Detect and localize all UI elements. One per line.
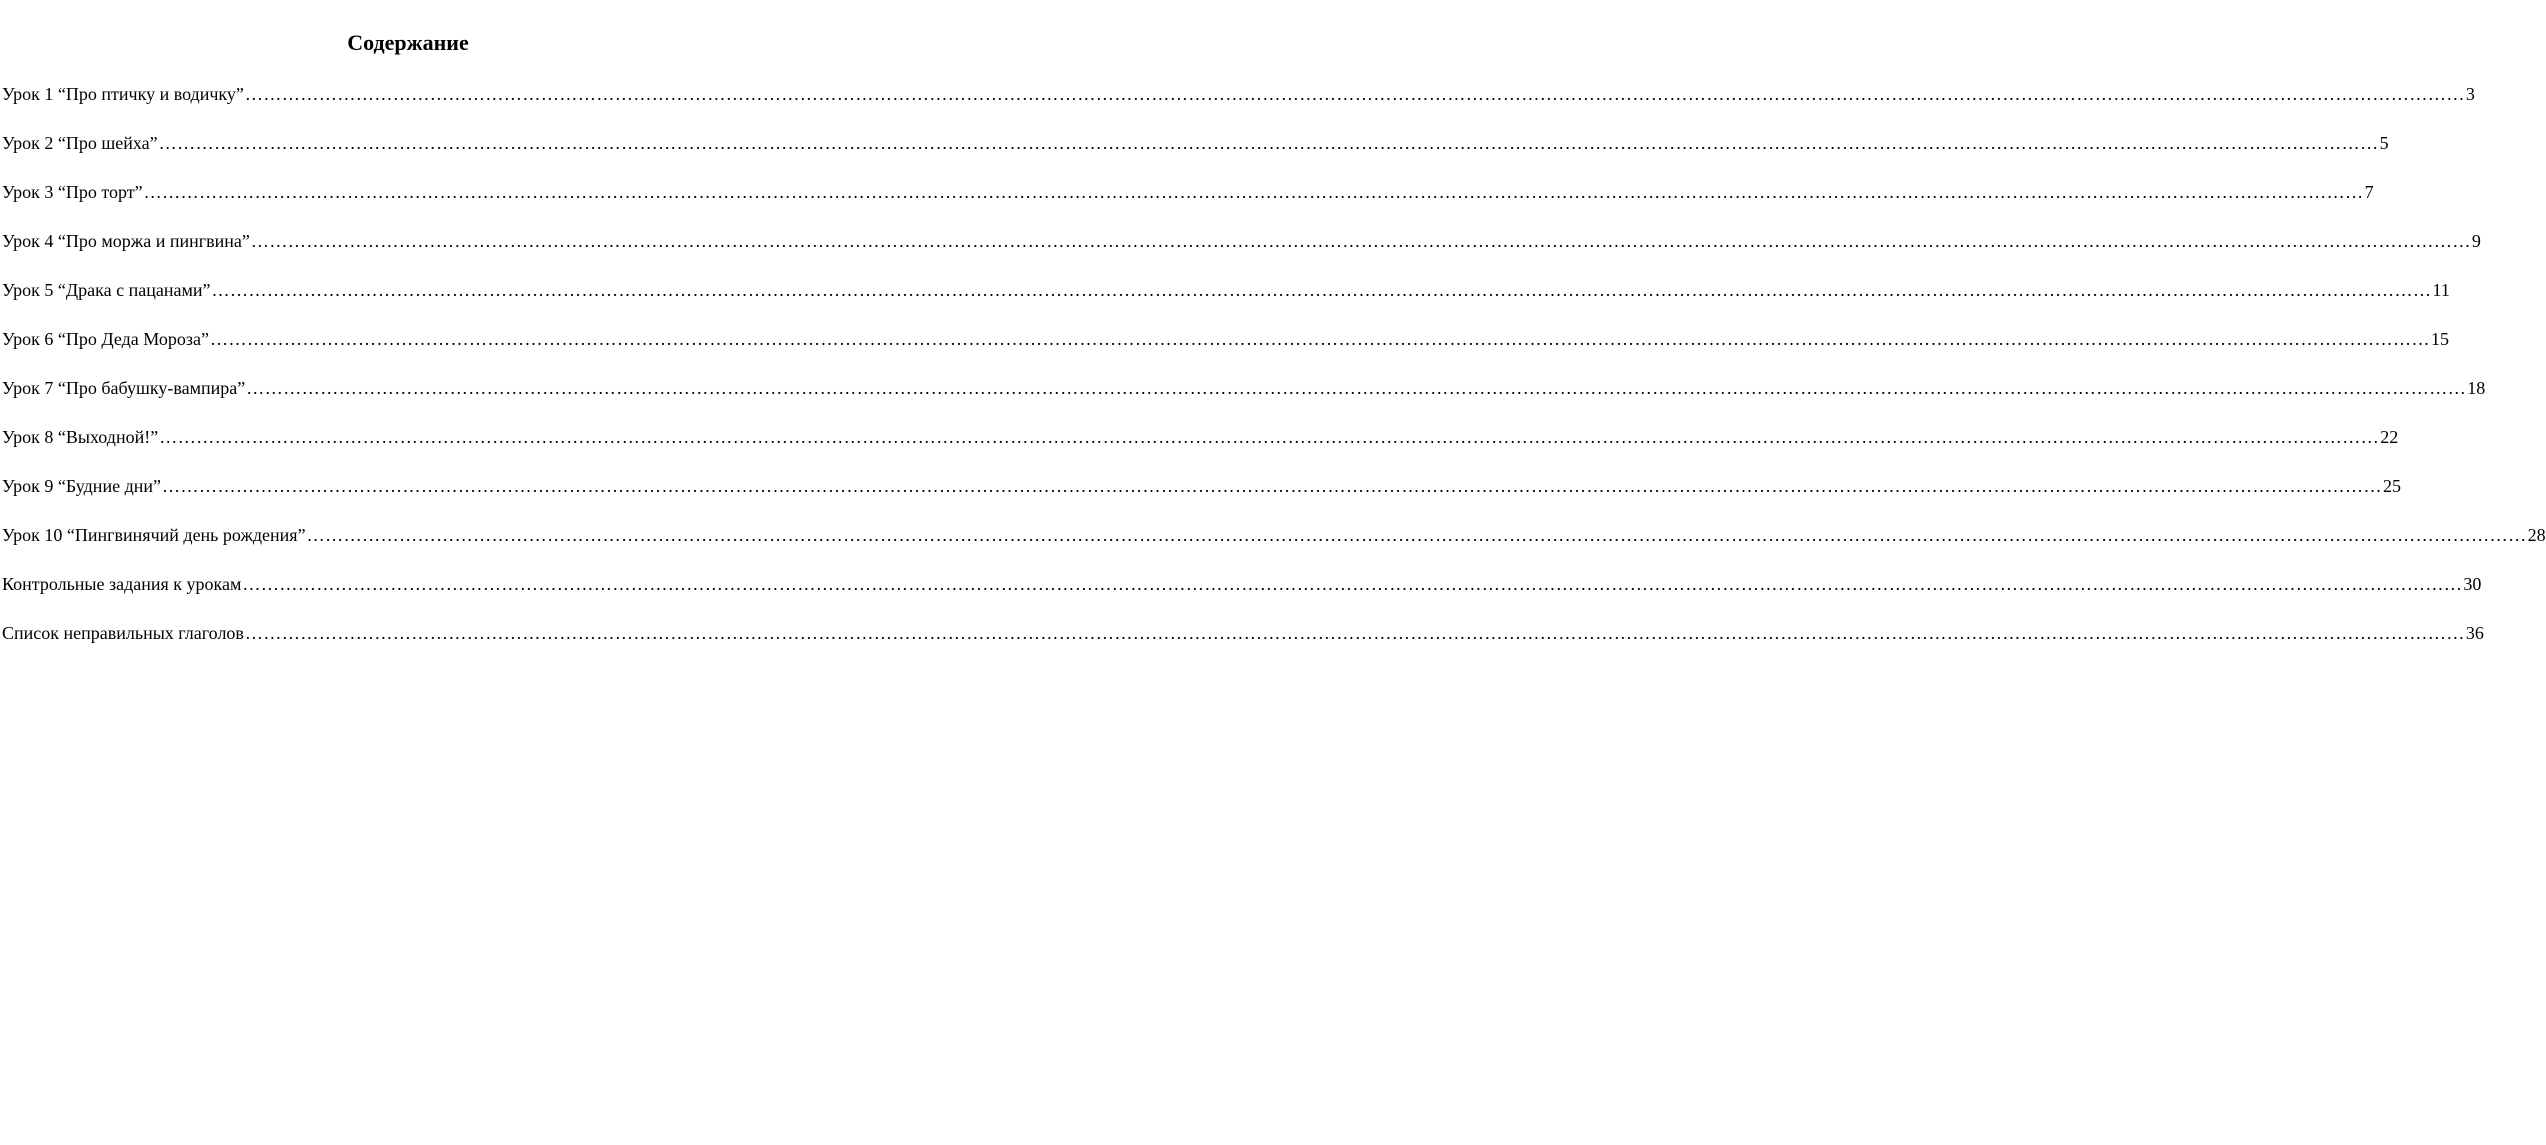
toc-dot-leader: ……………………………………………………………………………………………………………………………………………………………………………………………………………………………………………………………………………………………………………………………… [306, 525, 2527, 545]
toc-entry-label: Урок 1 “Про птичку и водичку” [2, 84, 244, 104]
toc-dot-leader: ……………………………………………………………………………………………………………………………………………………………………………………………………………………………………………………………………………………………………………………………… [242, 574, 2463, 594]
toc-entry-page: 15 [2430, 329, 2449, 349]
toc-dot-leader: ……………………………………………………………………………………………………………………………………………………………………………………………………………………………………………………………………………………………………………………………… [158, 133, 2379, 153]
toc-dot-leader: ……………………………………………………………………………………………………………………………………………………………………………………………………………………………………………………………………………………………………………………………… [209, 329, 2430, 349]
toc-entry-page: 18 [2467, 378, 2486, 398]
toc-entry [2, 180, 2374, 229]
toc-entry-label: Урок 10 “Пингвинячий день рождения” [2, 525, 306, 545]
toc-entry-page: 7 [2364, 182, 2374, 202]
toc-entry-page: 3 [2465, 84, 2475, 104]
toc-entry-label: Урок 3 “Про торт” [2, 182, 143, 202]
toc-dot-leader: ……………………………………………………………………………………………………………………………………………………………………………………………………………………………………………………………………………………………………………………………… [246, 378, 2467, 398]
toc-entry [2, 376, 2486, 425]
toc-entry-label: Урок 8 “Выходной!” [2, 427, 159, 447]
toc-entry-label: Урок 9 “Будние дни” [2, 476, 161, 496]
toc-entry [2, 523, 2546, 572]
toc-entry [2, 621, 2484, 670]
toc-dot-leader: ……………………………………………………………………………………………………………………………………………………………………………………………………………………………………………………………………………………………………………………………… [143, 182, 2364, 202]
toc-dot-leader: ……………………………………………………………………………………………………………………………………………………………………………………………………………………………………………………………………………………………………………………………… [159, 427, 2380, 447]
toc-entry-page: 30 [2463, 574, 2482, 594]
toc-title: Содержание [347, 30, 469, 55]
toc-entry-label: Урок 4 “Про моржа и пингвина” [2, 231, 250, 251]
toc-entry-label: Урок 5 “Драка с пацанами” [2, 280, 211, 300]
toc-entry [2, 278, 2450, 327]
toc-entry-page: 25 [2382, 476, 2401, 496]
toc-dot-leader: ……………………………………………………………………………………………………………………………………………………………………………………………………………………………………………………………………………………………………………………………… [211, 280, 2432, 300]
toc-list [2, 82, 2546, 670]
toc-entry-page: 9 [2471, 231, 2481, 251]
toc-entry-label: Список неправильных глаголов [2, 623, 244, 643]
toc-entry-page: 11 [2432, 280, 2450, 300]
toc-dot-leader: ……………………………………………………………………………………………………………………………………………………………………………………………………………………………………………………………………………………………………………………………… [244, 623, 2465, 643]
toc-entry-label: Урок 7 “Про бабушку-вампира” [2, 378, 246, 398]
toc-entry [2, 327, 2449, 376]
toc-entry [2, 572, 2482, 621]
toc-entry-label: Контрольные задания к урокам [2, 574, 242, 594]
toc-entry [2, 229, 2481, 278]
toc-entry-page: 28 [2527, 525, 2546, 545]
toc-entry [2, 425, 2399, 474]
toc-entry-page: 5 [2379, 133, 2389, 153]
toc-dot-leader: ……………………………………………………………………………………………………………………………………………………………………………………………………………………………………………………………………………………………………………………………… [161, 476, 2382, 496]
toc-entry-label: Урок 2 “Про шейха” [2, 133, 158, 153]
toc-entry-label: Урок 6 “Про Деда Мороза” [2, 329, 209, 349]
toc-entry [2, 82, 2475, 131]
toc-dot-leader: ……………………………………………………………………………………………………………………………………………………………………………………………………………………………………………………………………………………………………………………………… [244, 84, 2465, 104]
toc-entry [2, 474, 2401, 523]
toc-entry-page: 36 [2465, 623, 2484, 643]
toc-entry-page: 22 [2380, 427, 2399, 447]
toc-entry [2, 131, 2389, 180]
toc-dot-leader: ……………………………………………………………………………………………………………………………………………………………………………………………………………………………………………………………………………………………………………………………… [250, 231, 2471, 251]
